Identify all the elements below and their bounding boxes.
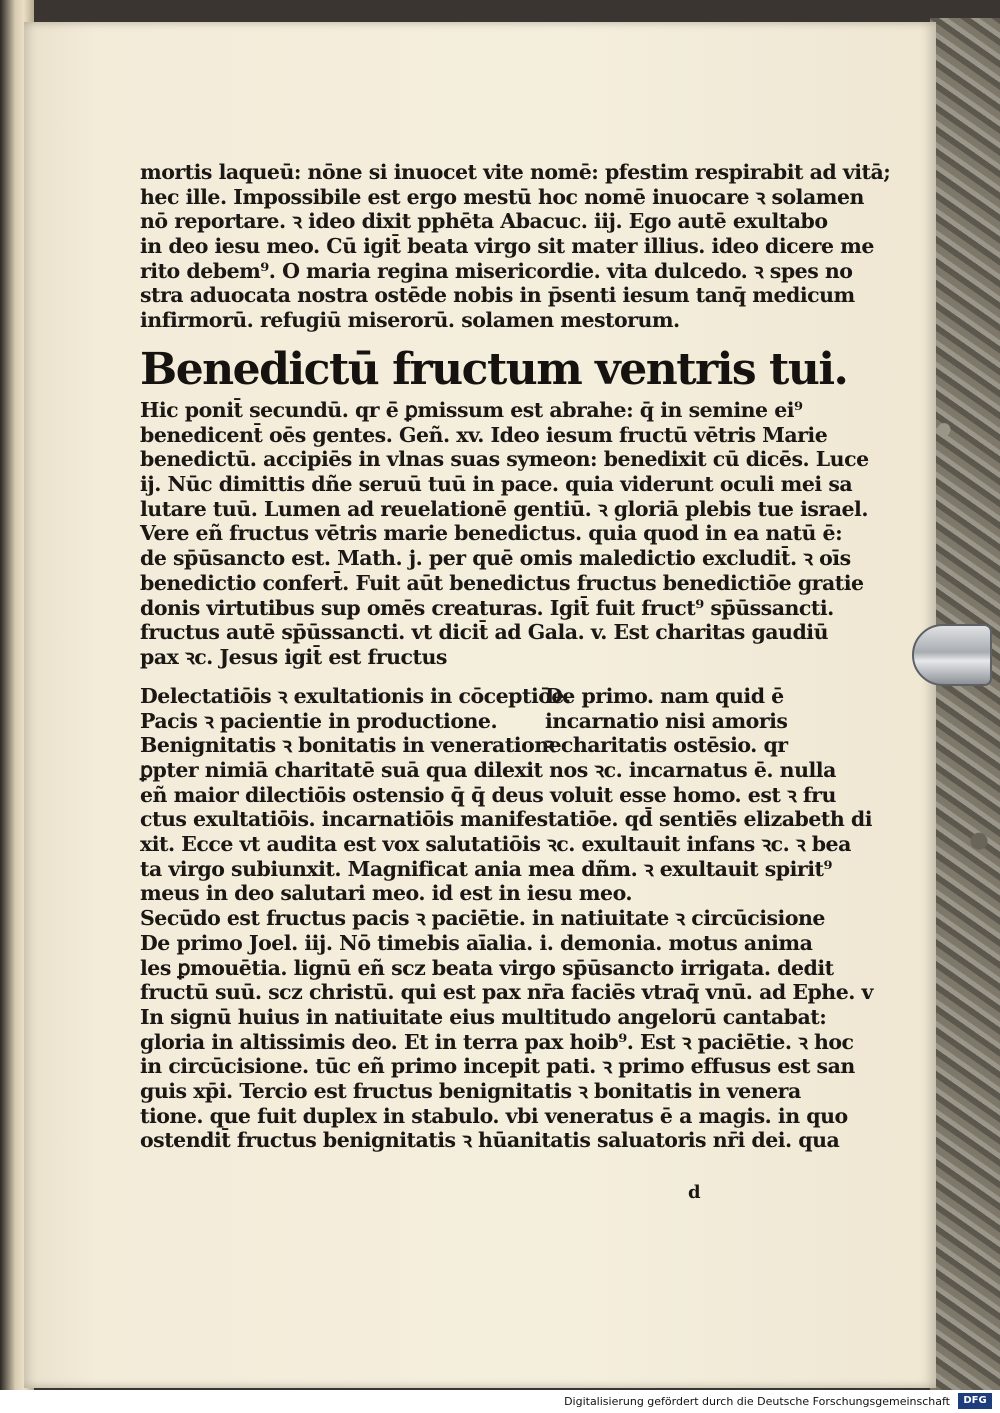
text-line: Secūdo est fructus pacis ꝛ paciētie. in natiuitate ꝛ circūcisione xyxy=(140,906,825,931)
text-line: incarnatio nisi amoris xyxy=(545,708,788,733)
text-line: lutare tuū. Lumen ad reuelationē gentiū. ꝛ gloriā plebis tue israel. xyxy=(140,496,868,521)
text-block-2 xyxy=(140,398,869,670)
text-line: ij. Nūc dimittis dñe seruū tuū in pace. quia viderunt oculi mei sa xyxy=(140,472,853,497)
text-line: Benignitatis ꝛ bonitatis in veneratione xyxy=(140,733,562,758)
text-line: pax ꝛc. Jesus igit̄ est fructus xyxy=(140,644,447,669)
text-line: ꝑpter nimiā charitatē suā qua dilexit nos ꝛc. incarnatus ē. nulla xyxy=(140,758,836,782)
text-line: donis virtutibus sup omēs creaturas. Igit̄ fuit fruct⁹ sp̄ūssancti. xyxy=(140,595,834,620)
text-line: nō reportare. ꝛ ideo dixit pphēta Abacuc. iij. Ego autē exultabo xyxy=(140,209,828,234)
text-line: stra aduocata nostra ostēde nobis in p̄senti iesum tanq̄ medicum xyxy=(140,283,855,308)
footer-bar xyxy=(0,1390,1000,1413)
text-line: in circūcisione. tūc eñ primo incepit pati. ꝛ primo effusus est san xyxy=(140,1054,855,1079)
book-clamp-clip xyxy=(912,624,992,686)
text-line: infirmorū. refugiū miserorū. solamen mestorum. xyxy=(140,308,680,333)
text-line: in deo iesu meo. Cū igit̄ beata virgo sit mater illius. ideo dicere me xyxy=(140,234,874,259)
text-line: benedictio confert̄. Fuit aūt benedictus fructus benedictiōe gratie xyxy=(140,570,864,595)
text-line: rito debem⁹. O maria regina misericordie. vita dulcedo. ꝛ spes no xyxy=(140,258,853,283)
heading-benedictum: Benedictū fructum ventris tui. xyxy=(140,344,848,395)
text-line: xit. Ecce vt audita est vox salutatiōis ꝛc. exultauit infans ꝛc. ꝛ bea xyxy=(140,832,851,857)
text-line: ctus exultatiōis. incarnatiōis manifestatiōe. qd̄ sentiēs elizabeth di xyxy=(140,807,873,832)
text-line: les ꝑmouētia. lignū eñ scz beata virgo sp̄ūsancto irrigata. dedit xyxy=(140,955,834,980)
catchword: d xyxy=(688,1182,701,1203)
text-line: hec ille. Impossibile est ergo mestū hoc nomē inuocare ꝛ solamen xyxy=(140,184,864,209)
text-line: ostendit̄ fructus benignitatis ꝛ hūanitatis saluatoris nr̄i dei. qua xyxy=(140,1128,840,1153)
column-left xyxy=(140,684,571,758)
text-block-3 xyxy=(140,758,873,1153)
text-line: In signū huius in natiuitate eius multitudo angelorū cantabat: xyxy=(140,1004,827,1029)
text-line: Hic ponit̄ secundū. qr ē̄ ꝑmissum est abrahe: q̄ in semine ei⁹ xyxy=(140,398,803,422)
text-line: mortis laqueū: nōne si inuocet vite nomē: pfestim respirabit ad vitā; xyxy=(140,160,891,184)
dfg-logo-icon: DFG xyxy=(958,1393,992,1409)
footer-credit: Digitalisierung gefördert durch die Deutsche Forschungsgemeinschaft xyxy=(564,1395,950,1408)
text-line: ꝛ charitatis ostēsio. qr xyxy=(545,733,788,758)
text-line: de sp̄ūsancto est. Math. j. per quē omis maledictio excludit̄. ꝛ oīs xyxy=(140,546,851,571)
text-line: meus in deo salutari meo. id est in iesu meo. xyxy=(140,881,633,906)
text-line: benedicent̄ oēs gentes. Geñ. xv. Ideo iesum fructū vētris Marie xyxy=(140,422,828,447)
text-line: gloria in altissimis deo. Et in terra pax hoib⁹. Est ꝛ paciētie. ꝛ hoc xyxy=(140,1029,854,1054)
column-right xyxy=(545,684,788,758)
text-line: ta virgo subiunxit. Magnificat ania mea dñm. ꝛ exultauit spirit⁹ xyxy=(140,856,832,881)
text-block-1 xyxy=(140,160,891,333)
text-line: tione. que fuit duplex in stabulo. vbi veneratus ē a magis. in quo xyxy=(140,1103,848,1128)
text-line: Delectatiōis ꝛ exultationis in cōceptiōe. xyxy=(140,684,571,708)
text-line: De primo. nam quid ē xyxy=(545,684,784,708)
text-line: guis xp̄i. Tercio est fructus benignitatis ꝛ bonitatis in venera xyxy=(140,1078,801,1103)
text-line: Pacis ꝛ pacientie in productione. xyxy=(140,708,498,733)
text-line: benedictū. accipiēs in vlnas suas symeon: benedixit cū dicēs. Luce xyxy=(140,447,869,472)
text-line: fructus autē sp̄ūssancti. vt dicit̄ ad Gala. v. Est charitas gaudiū xyxy=(140,620,828,645)
marbled-cover-edge xyxy=(930,18,1000,1390)
text-line: fructū suū. scz christū. qui est pax nr̄a faciēs vtraq̄ vnū. ad Ephe. v xyxy=(140,980,873,1005)
text-line: Vere eñ fructus vētris marie benedictus. quia quod in ea natū ē: xyxy=(140,521,843,546)
text-line: eñ maior dilectiōis ostensio q̄ q̄ deus voluit esse homo. est ꝛ fru xyxy=(140,782,836,807)
text-line: De primo Joel. iij. Nō timebis aīalia. i. demonia. motus anima xyxy=(140,930,813,955)
